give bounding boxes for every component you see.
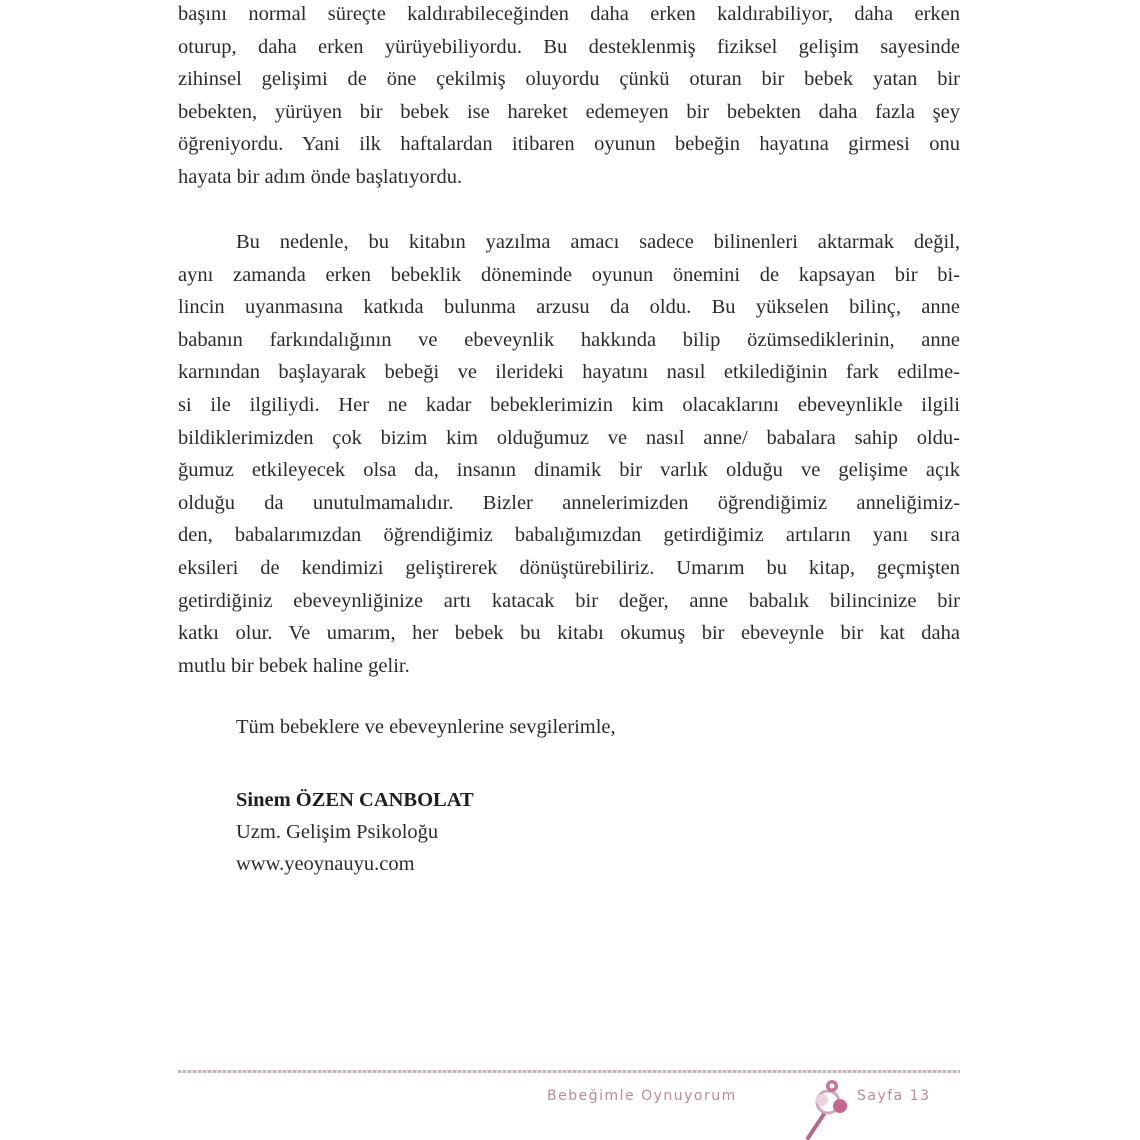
text-line: karnından başlayarak bebeği ve ilerideki hayatını nasıl etkilediğinin fark edilme- — [178, 361, 960, 384]
text-line: başını normal süreçte kaldırabileceğinden daha erken kaldırabiliyor, daha erken — [178, 3, 960, 25]
text-line: Bu nedenle, bu kitabın yazılma amacı sadece bilinenleri aktarmak değil, — [236, 231, 960, 253]
signature-block — [236, 784, 474, 880]
author-website: www.yeoynauyu.com — [236, 853, 415, 875]
text-line: zihinsel gelişimi de öne çekilmiş oluyordu çünkü oturan bir bebek yatan bir — [178, 68, 960, 91]
text-line: oturup, daha erken yürüyebiliyordu. Bu desteklenmiş fiziksel gelişim sayesinde — [178, 35, 960, 58]
text-line: getirdiğiniz ebeveynliğinize artı katacak bir değer, anne babalık bilincinize bir — [178, 589, 960, 612]
author-title: Uzm. Gelişim Psikoloğu — [236, 821, 439, 843]
rattle-icon — [800, 1076, 860, 1140]
text-line: den, babalarımızdan öğrendiğimiz babalığımızdan getirdiğimiz artıların yanı sıra — [178, 524, 960, 547]
text-line: babanın farkındalığının ve ebeveynlik hakkında bilip özümsediklerinin, anne — [178, 328, 960, 351]
text-line: bildiklerimizden çok bizim kim olduğumuz ve nasıl anne/ babalara sahip oldu- — [178, 426, 960, 449]
closing-line: Tüm bebeklere ve ebeveynlerine sevgilerimle, — [236, 716, 616, 738]
text-line: katkı olur. Ve umarım, her bebek bu kitabı okumuş bir ebeveynle bir kat daha — [178, 622, 960, 645]
text-line: öğreniyordu. Yani ilk haftalardan itibaren oyunun bebeğin hayatına girmesi onu — [178, 133, 960, 156]
text-line: olduğu da unutulmamalıdır. Bizler annelerimizden öğrendiğimiz anneliğimiz- — [178, 491, 960, 514]
text-line: si ile ilgiliydi. Her ne kadar bebeklerimizin kim olacaklarını ebeveynlikle ilgili — [178, 393, 960, 416]
text-line: aynı zamanda erken bebeklik döneminde oyunun önemini de kapsayan bir bi- — [178, 263, 960, 286]
text-line: ğumuz etkileyecek olsa da, insanın dinamik bir varlık olduğu ve gelişime açık — [178, 459, 960, 482]
footer-page-number: Sayfa 13 — [857, 1088, 931, 1104]
paragraph-2 — [178, 226, 960, 682]
footer-book-title: Bebeğimle Oynuyorum — [547, 1088, 737, 1104]
text-line: lincin uyanmasına katkıda bulunma arzusu da oldu. Bu yükselen bilinç, anne — [178, 296, 960, 319]
text-line: hayata bir adım önde başlatıyordu. — [178, 165, 463, 188]
text-line: bebekten, yürüyen bir bebek ise hareket edemeyen bir bebekten daha fazla şey — [178, 100, 960, 123]
paragraph-1 — [178, 0, 960, 194]
text-line: eksileri de kendimizi geliştirerek dönüştürebiliriz. Umarım bu kitap, geçmişten — [178, 556, 960, 579]
text-line: mutlu bir bebek haline gelir. — [178, 654, 410, 677]
author-name: Sinem ÖZEN CANBOLAT — [236, 789, 474, 811]
footer-divider — [178, 1070, 960, 1073]
